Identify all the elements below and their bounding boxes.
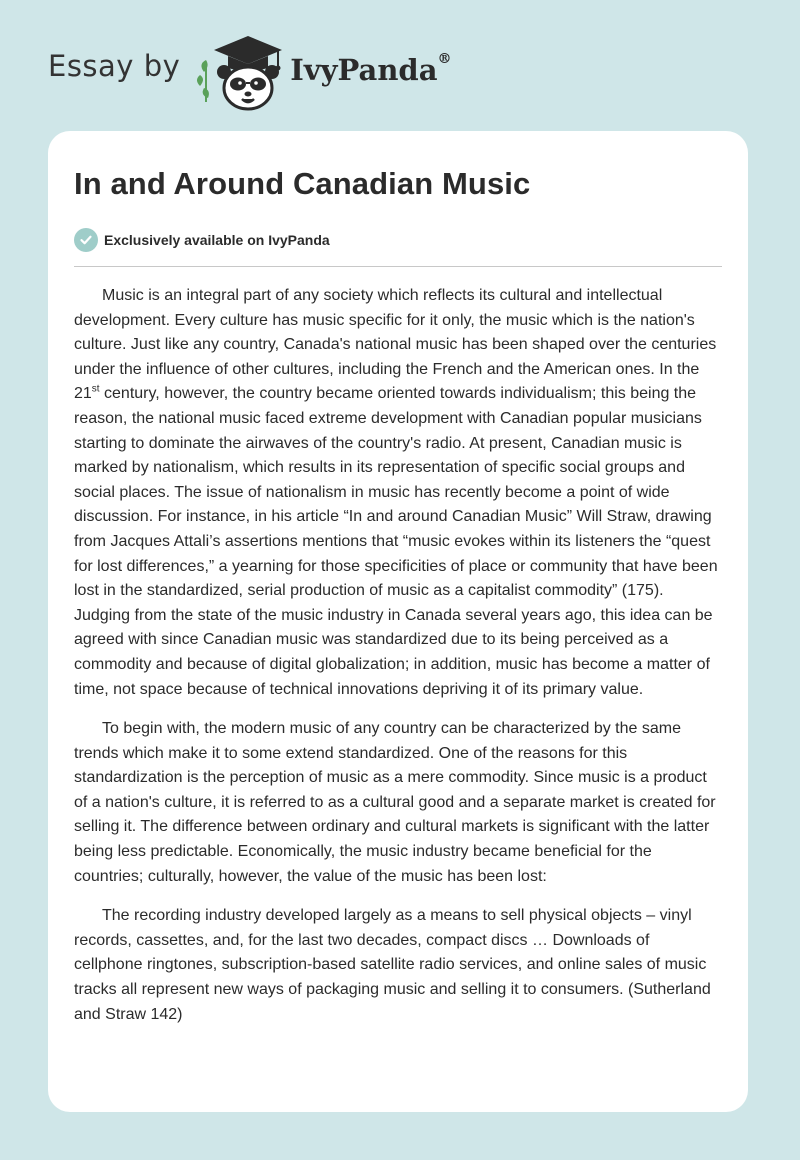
essay-by-label: Essay by (48, 49, 181, 83)
exclusive-label: Exclusively available on IvyPanda (104, 232, 330, 248)
essay-body (74, 284, 722, 1027)
block-quote: The recording industry developed largely as a means to sell physical objects – vinyl records, cassettes, and, for the last two decades, compact discs … Downloads of cellphone ringtones, subscription-based satellite radio services, and online sales of music tracks all represent new ways of packaging music and selling it to consumers. (Sutherland and Straw 142) (74, 907, 711, 1023)
ordinal-suffix: st (91, 384, 100, 396)
exclusive-badge (74, 227, 722, 253)
brand-wordmark (290, 53, 451, 87)
page-title: In and Around Canadian Music (74, 166, 531, 201)
check-circle-icon (74, 228, 98, 252)
brand-name: IvyPanda (290, 53, 438, 87)
registered-mark: ® (437, 51, 452, 68)
paragraph-1-part-b: century, however, the country became oriented towards individualism; this being the reason, the national music faced extreme development with Canadian popular musicians starting to dominate the airwaves of the country's radio. At present, Canadian music is marked by nationalism, which results in its representation of specific social groups and social places. The issue of nationalism in music has recently become a point of wide discussion. For instance, in his article “In and around Canadian Music” Will Straw, drawing from Jacques Attali’s assertions mentions that “music evokes within its listeners the “quest for lost differences,” a yearning for those specificities of place or community that have been lost in the standardized, serial production of music as a capitalist commodity” (175). Judging from the state of the music industry in Canada several years ago, this idea can be agreed with since Canadian music was standardized due to its being perceived as a commodity and because of digital globalization; in addition, music has become a matter of time, not space because of technical innovations depriving it of its primary value. (74, 385, 718, 698)
panda-logo-icon[interactable] (194, 28, 286, 112)
paragraph-1-part-a: Music is an integral part of any society which reflects its cultural and intellectual development. Every culture has music specific for it only, the music which is the nation's culture. Just like any country, Canada's national music has been shaped over the centuries under the influence of other cultures, including the French and the American ones. In the 21 (74, 287, 717, 403)
paragraph-2: To begin with, the modern music of any country can be characterized by the same trends which make it to some extend standardized. One of the reasons for this standardization is the perception of music as a mere commodity. Since music is a product of a nation's culture, it is referred to as a cultural good and a separate market is created for selling it. The difference between ordinary and cultural markets is significant with the latter being less predictable. Economically, the music industry became beneficial for the countries; culturally, however, the value of the music has been lost: (74, 720, 716, 885)
paragraph-1 (74, 284, 722, 702)
essay-card (48, 131, 748, 1112)
divider (74, 266, 722, 267)
brand-header (48, 28, 452, 112)
ivy-leaf-icon (197, 60, 209, 102)
